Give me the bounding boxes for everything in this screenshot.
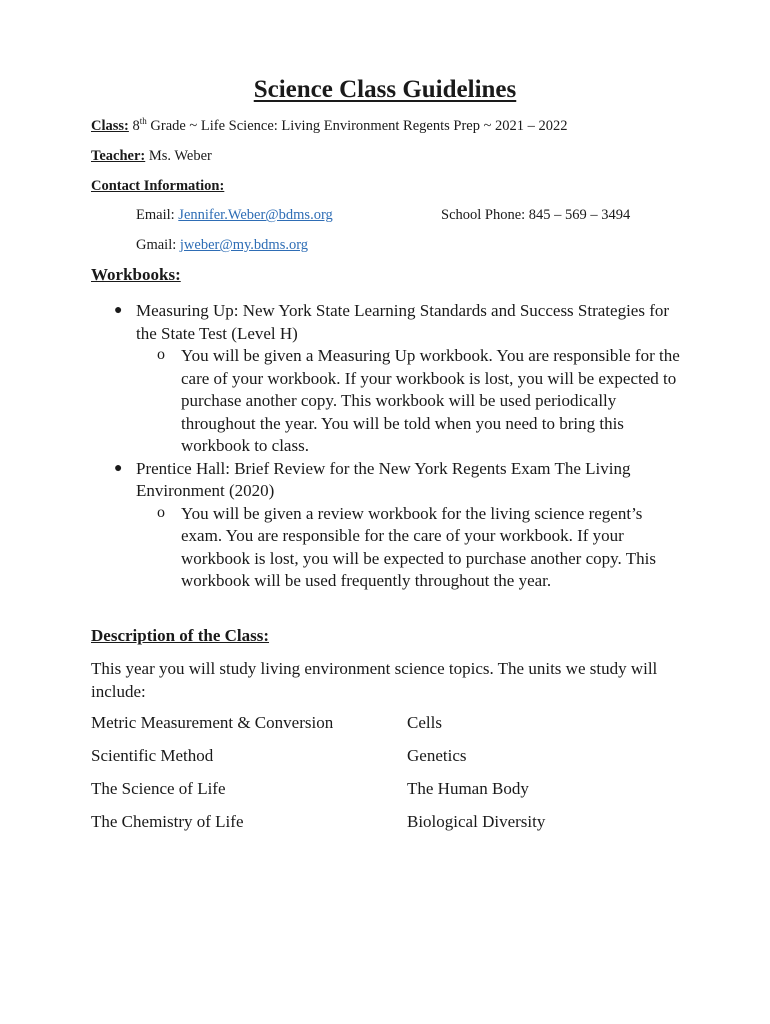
unit-left: Scientific Method [91,746,214,765]
list-item [0,503,681,593]
gmail-label: Gmail: [136,237,177,253]
class-label: Class: [91,118,129,134]
unit-row [91,746,691,779]
bullet-icon: ● [114,303,123,318]
contact-label: Contact Information: [91,178,225,194]
gmail-link[interactable]: jweber@my.bdms.org [179,237,309,253]
email-label: Email: [136,207,175,223]
workbook-detail: You will be given a Measuring Up workbook. You are responsible for the care of your workbook. If your workbook is lost, you will be expected to purchase another copy. This workbook will be used periodically throughout the year. You will be told when you need to bring this workbook to class. [181,346,680,455]
class-grade-suffix: th [139,116,147,127]
unit-left: The Science of Life [91,779,226,798]
circle-bullet-icon: o [157,503,165,521]
email-line [136,206,333,224]
unit-right: Biological Diversity [407,812,546,831]
teacher-line [91,147,212,165]
unit-right: Cells [407,713,442,732]
unit-right: The Human Body [407,779,529,798]
circle-bullet-icon: o [157,346,165,363]
teacher-label: Teacher: [91,148,146,164]
unit-row [91,713,691,746]
unit-left: Metric Measurement & Conversion [91,713,334,732]
list-item [0,345,681,458]
class-grade-number: 8 [132,118,140,134]
workbooks-heading: Workbooks: [91,265,181,284]
school-phone: School Phone: 845 – 569 – 3494 [441,207,631,223]
unit-row [91,812,691,845]
bullet-icon: ● [114,460,123,476]
teacher-value: Ms. Weber [148,148,212,164]
description-heading: Description of the Class: [91,626,270,645]
class-line [91,117,568,135]
page-title: Science Class Guidelines [253,76,517,103]
list-item [0,458,686,503]
contact-line [91,177,224,195]
workbook-title: Measuring Up: New York State Learning Standards and Success Strategies for the State Test (Level H) [136,301,670,343]
unit-row [91,779,691,812]
description-text: This year you will study living environment science topics. The units we study will include: [91,659,658,701]
workbook-detail: You will be given a review workbook for the living science regent’s exam. You are responsible for the care of your workbook. If your workbook is lost, you will be expected to purchase another copy. This workbook will be used frequently throughout the year. [181,503,656,590]
workbook-title: Prentice Hall: Brief Review for the New York Regents Exam The Living Environment (2020) [136,458,631,500]
workbooks-list [0,300,770,593]
unit-right: Genetics [407,746,467,765]
gmail-line [136,236,308,254]
email-link[interactable]: Jennifer.Weber@bdms.org [178,207,333,223]
list-item [0,300,686,345]
class-value: Grade ~ Life Science: Living Environment Regents Prep ~ 2021 – 2022 [150,118,568,134]
units-list [91,713,691,845]
unit-left: The Chemistry of Life [91,812,244,831]
